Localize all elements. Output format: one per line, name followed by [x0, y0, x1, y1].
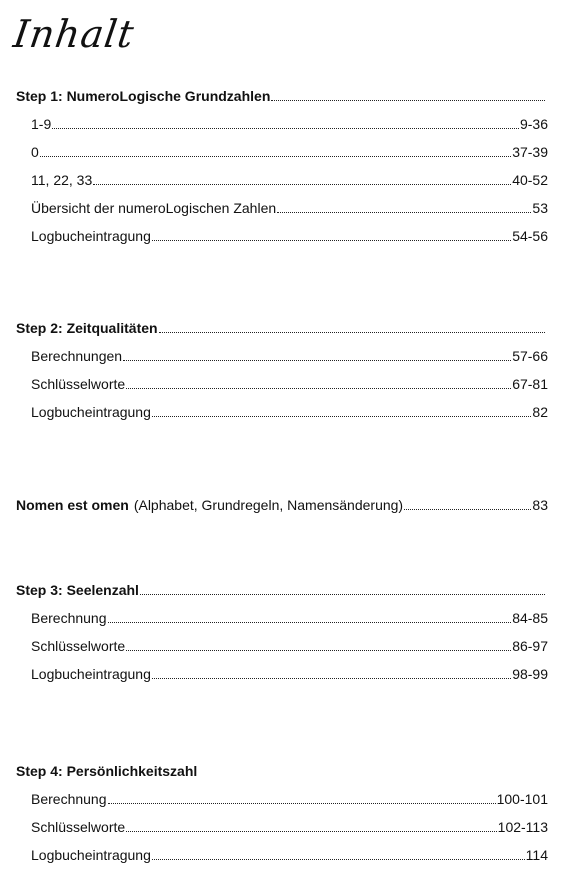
dot-leader — [123, 359, 511, 361]
dot-leader — [152, 415, 532, 417]
toc-entry-pages: 100-101 — [496, 791, 548, 807]
section-heading-label: Step 4: Persönlichkeitszahl — [16, 763, 198, 779]
dot-leader — [277, 211, 531, 213]
toc-entry-label: Logbucheintragung — [31, 404, 151, 420]
toc-entry-nomen-est-omen[interactable] — [16, 497, 548, 514]
dot-leader — [93, 183, 511, 185]
toc-entry[interactable] — [31, 144, 548, 161]
toc-entry[interactable] — [31, 819, 548, 836]
toc-entry-label: Logbucheintragung — [31, 666, 151, 682]
section-heading-subtitle: (Alphabet, Grundregeln, Namensänderung) — [133, 497, 404, 513]
dot-leader — [152, 239, 511, 241]
toc-entry-label: Logbucheintragung — [31, 228, 151, 244]
toc-entry[interactable] — [31, 847, 548, 864]
toc-entry[interactable] — [31, 348, 548, 365]
section-heading-step-3 — [16, 582, 546, 599]
dot-leader — [159, 331, 545, 333]
section-heading-step-1 — [16, 88, 546, 105]
toc-entry-label: Berechnungen — [31, 348, 123, 364]
dot-leader — [40, 155, 511, 157]
toc-entry-pages: 114 — [525, 847, 548, 863]
toc-entry-label: Logbucheintragung — [31, 847, 151, 863]
toc-entry-label: 0 — [31, 144, 39, 160]
dot-leader — [108, 802, 496, 804]
toc-entry-label: Berechnung — [31, 791, 107, 807]
toc-entry-label: Schlüsselworte — [31, 638, 126, 654]
section-heading-step-2 — [16, 320, 546, 337]
toc-entry-label: Übersicht der numeroLogischen Zahlen — [31, 200, 277, 216]
dot-leader — [152, 677, 511, 679]
toc-entry-pages: 37-39 — [512, 144, 548, 160]
toc-entry-pages: 86-97 — [512, 638, 548, 654]
dot-leader — [126, 649, 511, 651]
toc-entry-pages: 40-52 — [512, 172, 548, 188]
toc-entry-pages: 83 — [532, 497, 548, 513]
toc-entry[interactable] — [31, 404, 548, 421]
toc-entry-label: Schlüsselworte — [31, 819, 126, 835]
toc-entry-pages: 54-56 — [512, 228, 548, 244]
toc-entry-pages: 53 — [532, 200, 548, 216]
toc-entry-label: 1-9 — [31, 116, 52, 132]
toc-entry-pages: 82 — [532, 404, 548, 420]
dot-leader — [271, 99, 545, 101]
toc-entry[interactable] — [31, 116, 548, 133]
toc-entry[interactable] — [31, 791, 548, 808]
dot-leader — [126, 830, 497, 832]
section-heading-label: Step 2: Zeitqualitäten — [16, 320, 158, 336]
section-heading-label: Step 1: NumeroLogische Grundzahlen — [16, 88, 271, 104]
toc-entry[interactable] — [31, 610, 548, 627]
toc-entry[interactable] — [31, 228, 548, 245]
section-heading-label: Nomen est omen — [16, 497, 129, 513]
toc-entry[interactable] — [31, 376, 548, 393]
page-title: Inhalt — [10, 12, 138, 56]
toc-entry[interactable] — [31, 666, 548, 683]
toc-entry-pages: 98-99 — [512, 666, 548, 682]
dot-leader — [152, 858, 525, 860]
toc-entry-label: Schlüsselworte — [31, 376, 126, 392]
toc-entry[interactable] — [31, 172, 548, 189]
toc-entry-label: 11, 22, 33 — [31, 172, 93, 188]
section-heading-step-4 — [16, 763, 546, 779]
dot-leader — [108, 621, 512, 623]
toc-entry-pages: 102-113 — [497, 819, 548, 835]
toc-entry-pages: 84-85 — [512, 610, 548, 626]
dot-leader — [126, 387, 511, 389]
toc-entry-pages: 67-81 — [512, 376, 548, 392]
toc-entry[interactable] — [31, 638, 548, 655]
section-heading-label: Step 3: Seelenzahl — [16, 582, 139, 598]
dot-leader — [140, 593, 545, 595]
toc-entry-pages: 57-66 — [512, 348, 548, 364]
toc-entry-pages: 9-36 — [519, 116, 548, 132]
toc-entry-label: Berechnung — [31, 610, 107, 626]
dot-leader — [404, 508, 531, 510]
dot-leader — [52, 127, 519, 129]
toc-entry[interactable] — [31, 200, 548, 217]
